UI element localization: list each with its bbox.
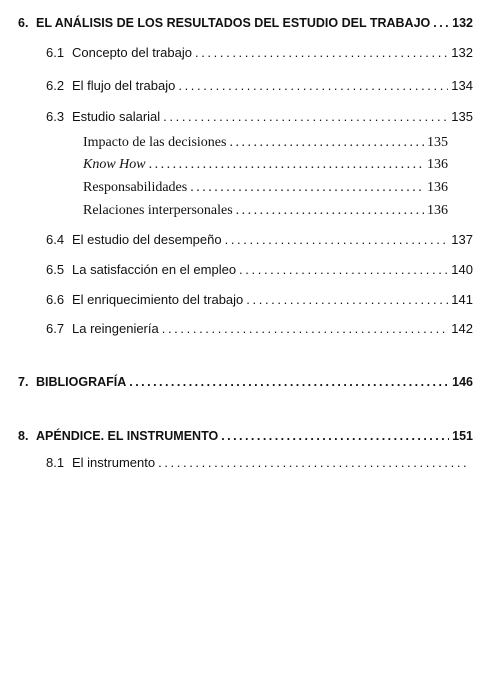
leader-dots — [236, 203, 424, 219]
entry-title: El instrumento — [72, 455, 156, 470]
entry-page: 132 — [452, 16, 473, 30]
entry-title: El flujo del trabajo — [72, 78, 176, 93]
entry-page: 151 — [452, 429, 473, 443]
entry-title: BIBLIOGRAFÍA — [36, 375, 127, 389]
leader-dots — [221, 429, 449, 443]
entry-number: 8. — [18, 429, 29, 443]
entry-title: La reingeniería — [72, 321, 159, 336]
entry-title: El estudio del desempeño — [72, 232, 222, 247]
toc-entry-6-7[interactable] — [46, 321, 473, 336]
entry-number: 6.6 — [46, 292, 65, 307]
entry-title: Know How — [83, 157, 146, 172]
leader-dots — [149, 157, 424, 173]
entry-number: 8.1 — [46, 455, 65, 470]
toc-subentry-impacto[interactable] — [83, 135, 448, 151]
toc-subentry-know-how[interactable] — [83, 157, 448, 173]
entry-title: Responsabilidades — [83, 180, 188, 195]
entry-number: 6.3 — [46, 109, 65, 124]
entry-title: Estudio salarial — [72, 109, 161, 124]
entry-title: EL ANÁLISIS DE LOS RESULTADOS DEL ESTUDIO DEL TRABAJO — [36, 16, 431, 30]
toc-entry-6-5[interactable] — [46, 262, 473, 277]
entry-title: Relaciones interpersonales — [83, 203, 233, 218]
leader-dots — [190, 180, 424, 196]
leader-dots — [246, 292, 448, 307]
leader-dots — [225, 232, 449, 247]
entry-number: 6.7 — [46, 321, 65, 336]
entry-title: La satisfacción en el empleo — [72, 262, 237, 277]
entry-page: 142 — [451, 321, 473, 336]
toc-entry-chapter-6[interactable] — [18, 16, 473, 30]
entry-title: Impacto de las decisiones — [83, 135, 227, 150]
leader-dots — [162, 321, 449, 336]
entry-page: 135 — [451, 109, 473, 124]
toc-entry-6-4[interactable] — [46, 232, 473, 247]
toc-entry-chapter-7[interactable] — [18, 375, 473, 389]
entry-page: 146 — [452, 375, 473, 389]
entry-page: 140 — [451, 262, 473, 277]
leader-dots — [163, 109, 448, 124]
toc-entry-6-1[interactable] — [46, 45, 473, 60]
entry-page: 136 — [427, 157, 448, 172]
toc-entry-6-2[interactable] — [46, 78, 473, 93]
toc-subentry-responsabilidades[interactable] — [83, 180, 448, 196]
leader-dots — [433, 16, 449, 30]
toc-entry-chapter-8[interactable] — [18, 429, 473, 443]
entry-page: 135 — [427, 135, 448, 150]
entry-number: 7. — [18, 375, 29, 389]
toc-subentry-relaciones[interactable] — [83, 203, 448, 219]
entry-title: Concepto del trabajo — [72, 45, 192, 60]
entry-number: 6. — [18, 16, 29, 30]
leader-dots — [239, 262, 448, 277]
entry-page: 136 — [427, 180, 448, 195]
entry-page: 134 — [451, 78, 473, 93]
leader-dots — [229, 135, 424, 151]
entry-page: 136 — [427, 203, 448, 218]
toc-entry-6-6[interactable] — [46, 292, 473, 307]
entry-page: 137 — [451, 232, 473, 247]
entry-page: 141 — [451, 292, 473, 307]
entry-number: 6.5 — [46, 262, 65, 277]
leader-dots — [158, 455, 470, 470]
leader-dots — [129, 375, 449, 389]
entry-page: 132 — [451, 45, 473, 60]
entry-title: APÉNDICE. EL INSTRUMENTO — [36, 429, 219, 443]
toc-entry-6-3[interactable] — [46, 109, 473, 124]
entry-number: 6.2 — [46, 78, 65, 93]
entry-number: 6.1 — [46, 45, 65, 60]
entry-title: El enriquecimiento del trabajo — [72, 292, 244, 307]
entry-number: 6.4 — [46, 232, 65, 247]
leader-dots — [195, 45, 448, 60]
leader-dots — [178, 78, 448, 93]
toc-entry-8-1[interactable] — [46, 455, 473, 470]
